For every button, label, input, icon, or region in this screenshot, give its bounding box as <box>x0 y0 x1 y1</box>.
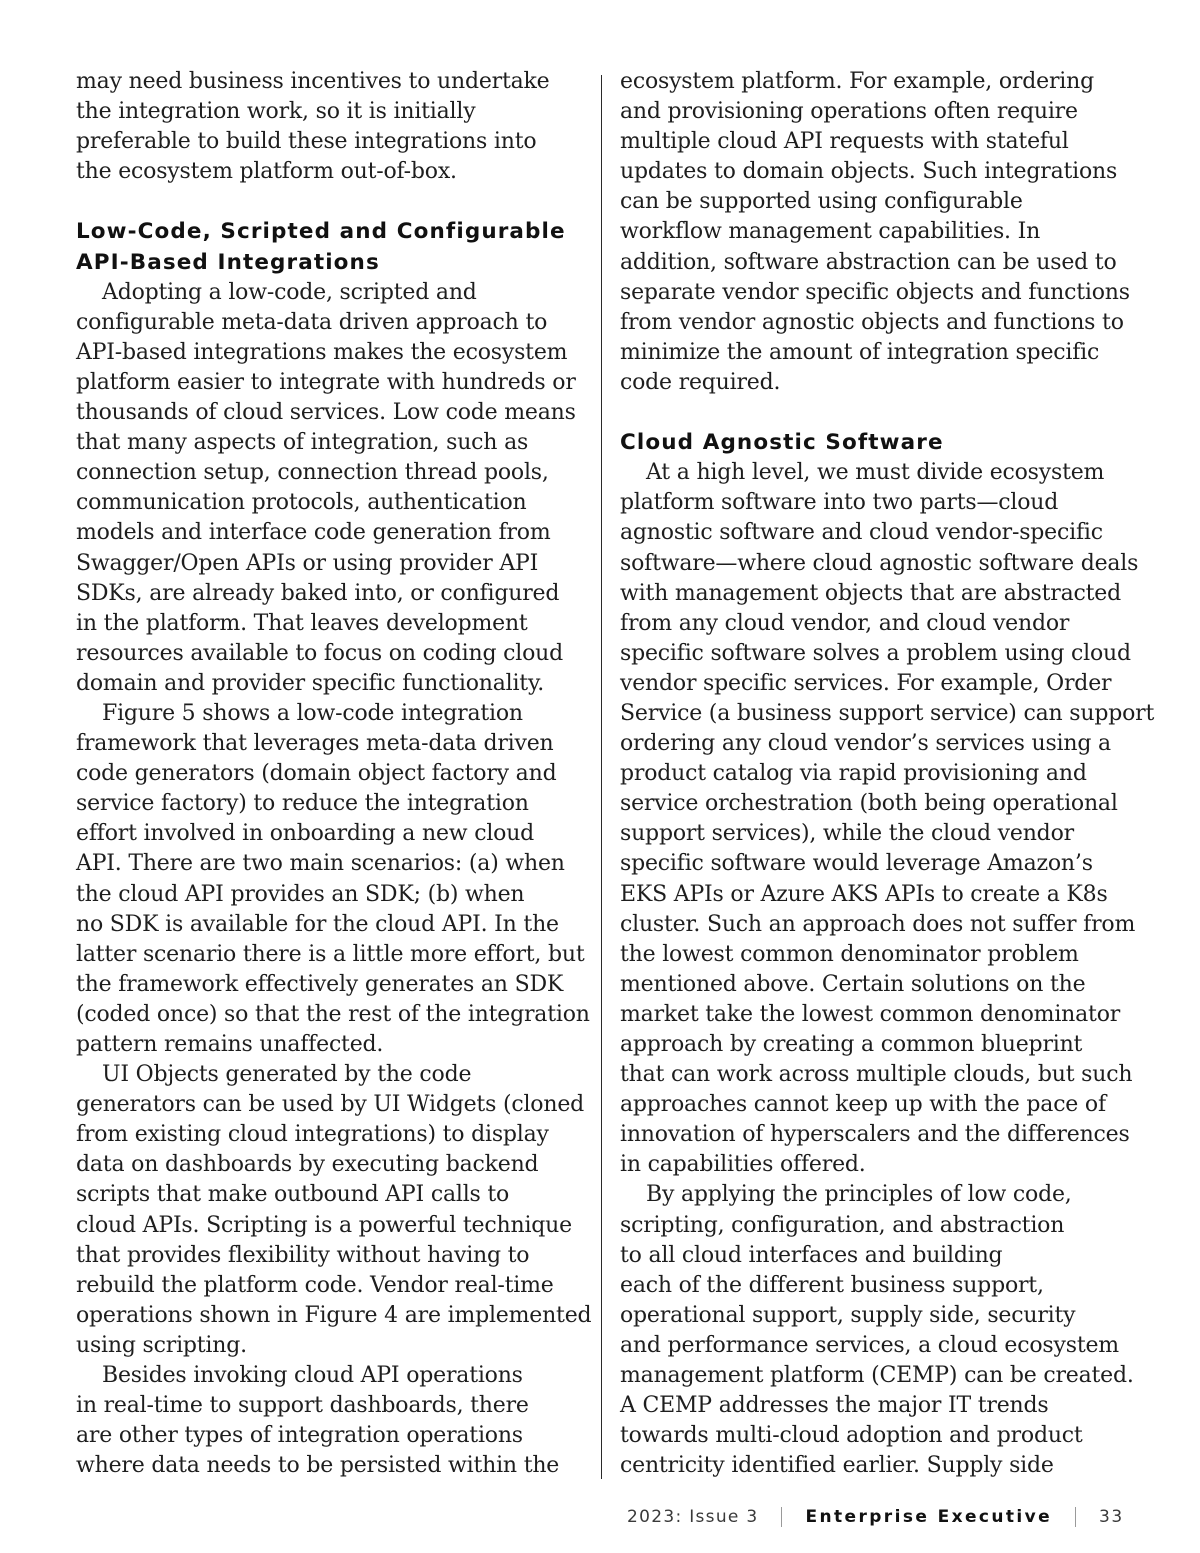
text-line: centricity identified earlier. Supply side <box>620 1453 1054 1479</box>
text-line: domain and provider specific functionality. <box>76 670 545 696</box>
text-line: support services), while the cloud vendor <box>620 821 1074 847</box>
text-line: Service (a business support service) can support <box>620 700 1155 726</box>
text-line: effort involved in onboarding a new cloud <box>76 821 535 847</box>
text-line: code required. <box>620 369 781 395</box>
heading-line: Low-Code, Scripted and Configurable <box>76 219 566 245</box>
text-line: innovation of hyperscalers and the differences <box>620 1122 1130 1148</box>
heading-line: Cloud Agnostic Software <box>620 430 944 456</box>
text-line: platform easier to integrate with hundreds or <box>76 369 576 395</box>
text-line: latter scenario there is a little more effort, but <box>76 941 585 967</box>
text-line: ordering any cloud vendor’s services using a <box>620 731 1111 757</box>
text-line: workflow management capabilities. In <box>620 219 1041 245</box>
text-line: service factory) to reduce the integration <box>76 791 529 817</box>
text-line: product catalog via rapid provisioning and <box>620 761 1087 787</box>
text-line: rebuild the platform code. Vendor real-time <box>76 1272 554 1298</box>
text-line: multiple cloud API requests with stateful <box>620 129 1069 155</box>
text-line: communication protocols, authentication <box>76 490 527 516</box>
paragraph <box>76 1361 588 1481</box>
text-line: market take the lowest common denominator <box>620 1001 1121 1027</box>
text-line: generators can be used by UI Widgets (cloned <box>76 1092 585 1118</box>
text-line: scripts that make outbound API calls to <box>76 1182 510 1208</box>
section-heading-low-code <box>76 217 588 277</box>
text-line: the integration work, so it is initially <box>76 99 476 125</box>
text-line: UI Objects generated by the code <box>102 1062 472 1088</box>
text-line: with management objects that are abstracted <box>620 580 1121 606</box>
text-line: in real-time to support dashboards, there <box>76 1393 529 1419</box>
text-line: Figure 5 shows a low-code integration <box>102 700 523 726</box>
paragraph <box>620 458 1155 1180</box>
page-footer <box>627 1502 1137 1532</box>
text-line: minimize the amount of integration specific <box>620 339 1100 365</box>
column-divider <box>601 75 602 1479</box>
text-line: no SDK is available for the cloud API. In the <box>76 911 559 937</box>
text-line: in capabilities offered. <box>620 1152 866 1178</box>
text-line: platform software into two parts—cloud <box>620 490 1059 516</box>
text-line: each of the different business support, <box>620 1272 1044 1298</box>
text-line: service orchestration (both being operational <box>620 791 1118 817</box>
text-line: thousands of cloud services. Low code means <box>76 400 576 426</box>
text-line: updates to domain objects. Such integrations <box>620 159 1118 185</box>
text-line: that many aspects of integration, such as <box>76 430 529 456</box>
paragraph <box>76 278 588 699</box>
text-line: approach by creating a common blueprint <box>620 1032 1083 1057</box>
text-line: data on dashboards by executing backend <box>76 1152 539 1178</box>
text-line: mentioned above. Certain solutions on the <box>620 971 1086 997</box>
text-line: Adopting a low-code, scripted and <box>102 279 477 305</box>
paragraph <box>76 67 588 187</box>
issue-label: 2023: Issue 3 <box>627 1507 759 1527</box>
text-line: By applying the principles of low code, <box>646 1182 1072 1208</box>
text-line: where data needs to be persisted within the <box>76 1453 560 1479</box>
text-line: from any cloud vendor, and cloud vendor <box>620 610 1070 636</box>
section-heading-cloud-agnostic <box>620 428 1132 458</box>
text-line: agnostic software and cloud vendor-specific <box>620 520 1103 546</box>
text-line: are other types of integration operations <box>76 1423 523 1449</box>
text-line: Besides invoking cloud API operations <box>102 1363 523 1389</box>
right-column <box>620 67 1155 1481</box>
text-line: preferable to build these integrations into <box>76 129 537 155</box>
paragraph <box>76 699 588 1060</box>
text-line: (coded once) so that the rest of the integration <box>76 1001 590 1027</box>
footer-divider <box>781 1507 782 1527</box>
text-line: resources available to focus on coding cloud <box>76 640 563 666</box>
text-line: SDKs, are already baked into, or configured <box>76 580 560 606</box>
text-line: specific software solves a problem using cloud <box>620 640 1131 666</box>
text-line: addition, software abstraction can be used to <box>620 249 1117 275</box>
text-line: that provides flexibility without having to <box>76 1242 530 1268</box>
text-line: approaches cannot keep up with the pace of <box>620 1092 1106 1118</box>
text-line: software—where cloud agnostic software deals <box>620 550 1139 576</box>
text-line: in the platform. That leaves development <box>76 610 528 636</box>
page-number: 33 <box>1099 1507 1124 1527</box>
text-line: separate vendor specific objects and functions <box>620 279 1130 305</box>
text-line: API-based integrations makes the ecosystem <box>76 339 568 365</box>
text-line: A CEMP addresses the major IT trends <box>620 1393 1049 1419</box>
text-line: specific software would leverage Amazon’s <box>620 851 1093 877</box>
publication-name: Enterprise Executive <box>805 1507 1053 1527</box>
text-line: the cloud API provides an SDK; (b) when <box>76 881 525 907</box>
text-line: management platform (CEMP) can be created. <box>620 1363 1134 1389</box>
paragraph <box>620 67 1132 398</box>
text-line: to all cloud interfaces and building <box>620 1242 1003 1268</box>
text-line: pattern remains unaffected. <box>76 1032 384 1057</box>
text-line: may need business incentives to undertake <box>76 69 550 94</box>
paragraph <box>76 1060 592 1361</box>
paragraph <box>620 1180 1132 1481</box>
text-line: and performance services, a cloud ecosystem <box>620 1332 1119 1358</box>
text-line: from existing cloud integrations) to display <box>76 1122 549 1148</box>
text-line: API. There are two main scenarios: (a) when <box>76 851 565 877</box>
text-line: vendor specific services. For example, Order <box>620 670 1112 696</box>
text-line: code generators (domain object factory and <box>76 761 557 787</box>
text-line: the lowest common denominator problem <box>620 941 1079 967</box>
left-column <box>76 67 592 1481</box>
text-line: connection setup, connection thread pools, <box>76 460 549 486</box>
text-line: operational support, supply side, security <box>620 1302 1076 1328</box>
text-line: the framework effectively generates an SDK <box>76 971 564 997</box>
text-line: scripting, configuration, and abstraction <box>620 1212 1065 1238</box>
heading-line: API-Based Integrations <box>76 249 380 275</box>
text-line: using scripting. <box>76 1332 247 1358</box>
text-line: operations shown in Figure 4 are implemented <box>76 1302 592 1328</box>
text-line: framework that leverages meta-data driven <box>76 731 554 757</box>
footer-divider <box>1075 1507 1076 1527</box>
text-line: ecosystem platform. For example, ordering <box>620 69 1094 94</box>
text-line: At a high level, we must divide ecosystem <box>646 460 1105 486</box>
text-line: towards multi-cloud adoption and product <box>620 1423 1083 1449</box>
text-line: cluster. Such an approach does not suffer from <box>620 911 1136 937</box>
text-line: the ecosystem platform out-of-box. <box>76 159 457 185</box>
text-line: Swagger/Open APIs or using provider API <box>76 550 539 576</box>
text-line: cloud APIs. Scripting is a powerful technique <box>76 1212 572 1238</box>
text-line: and provisioning operations often require <box>620 99 1078 125</box>
text-line: EKS APIs or Azure AKS APIs to create a K8s <box>620 881 1108 907</box>
text-line: configurable meta-data driven approach to <box>76 309 548 335</box>
text-line: can be supported using configurable <box>620 189 1023 215</box>
text-line: from vendor agnostic objects and functions to <box>620 309 1124 335</box>
text-line: models and interface code generation from <box>76 520 551 546</box>
text-line: that can work across multiple clouds, but such <box>620 1062 1133 1088</box>
